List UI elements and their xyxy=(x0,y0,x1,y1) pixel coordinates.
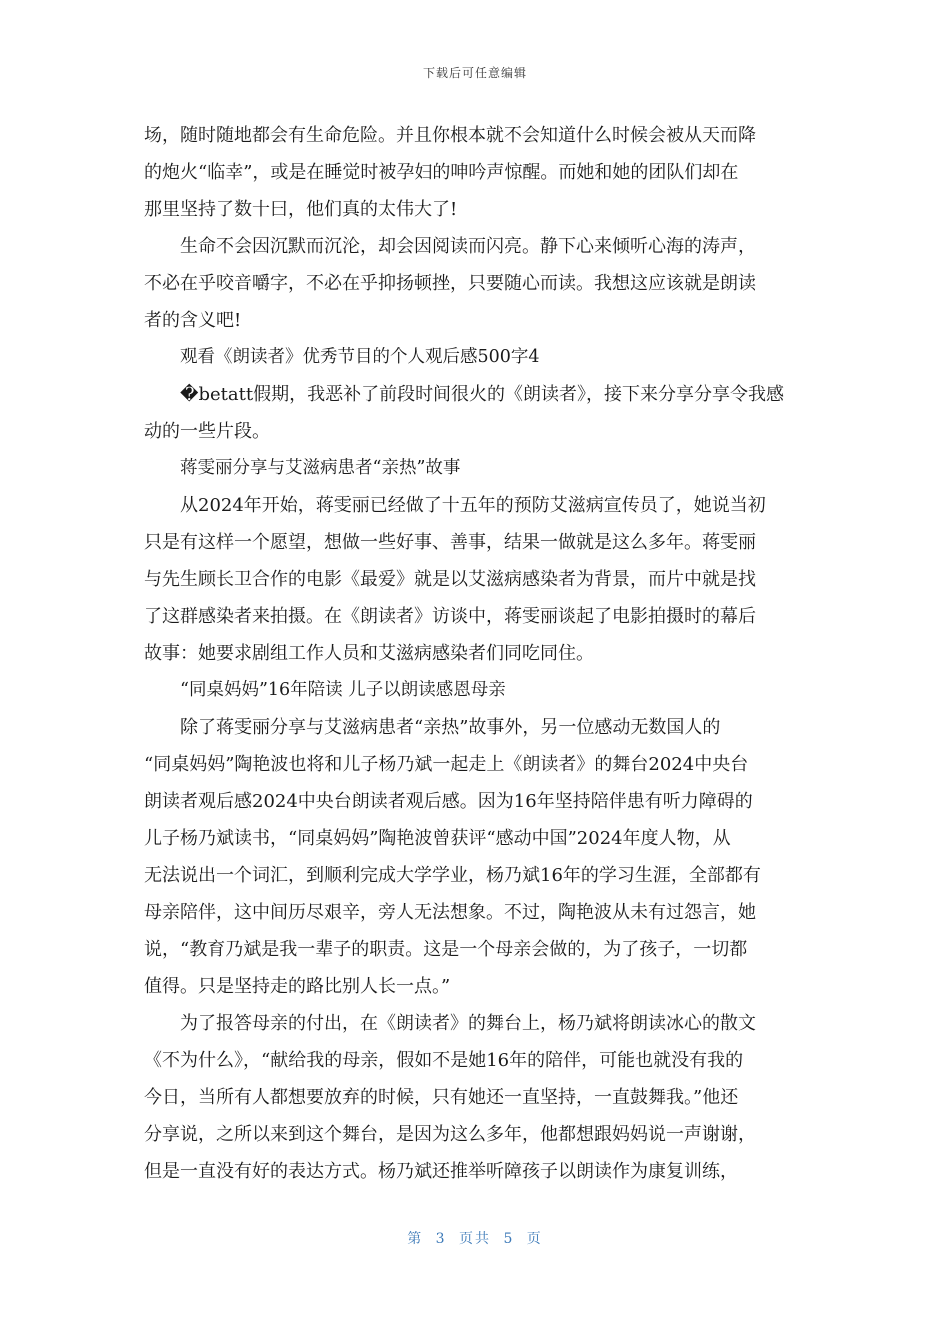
page-header-note: 下载后可任意编辑 xyxy=(422,66,527,80)
paragraph-line: “同桌妈妈”陶艳波也将和儿子杨乃斌一起走上《朗读者》的舞台2024中央台 xyxy=(144,754,749,775)
paragraph-line: 但是一直没有好的表达方式。杨乃斌还推举听障孩子以朗读作为康复训练， xyxy=(144,1161,738,1182)
paragraph-line: 只是有这样一个愿望，想做一些好事、善事，结果一做就是这么多年。蒋雯丽 xyxy=(144,532,756,553)
paragraph-line: 与先生顾长卫合作的电影《最爱》就是以艾滋病感染者为背景，而片中就是找 xyxy=(144,569,756,590)
paragraph-line: 除了蒋雯丽分享与艾滋病患者“亲热”故事外，另一位感动无数国人的 xyxy=(180,717,721,738)
paragraph-line: 从2024年开始，蒋雯丽已经做了十五年的预防艾滋病宣传员了，她说当初 xyxy=(180,495,766,516)
document-body xyxy=(144,117,808,1190)
paragraph-line: 儿子杨乃斌读书，“同桌妈妈”陶艳波曾获评“感动中国”2024年度人物，从 xyxy=(144,828,731,849)
paragraph-line: 那里坚持了数十曰，他们真的太伟大了! xyxy=(144,199,458,220)
paragraph-line: 说，“教育乃斌是我一辈子的职责。这是一个母亲会做的，为了孩子，一切都 xyxy=(144,939,748,960)
paragraph-line: 的炮火“临幸”，或是在睡觉时被孕妇的呻吟声惊醒。而她和她的团队们却在 xyxy=(144,162,739,183)
paragraph-line: 生命不会因沉默而沉沦，却会因阅读而闪亮。静下心来倾听心海的涛声， xyxy=(180,236,756,257)
paragraph-line: 动的一些片段。 xyxy=(144,421,270,442)
page-number-footer: 第 3 页共 5 页 xyxy=(407,1231,543,1247)
paragraph-line: 《不为什么》，“献给我的母亲，假如不是她16年的陪伴，可能也就没有我的 xyxy=(144,1050,744,1071)
paragraph-line: �betatt假期，我恶补了前段时间很火的《朗读者》，接下来分享分享令我感 xyxy=(180,384,785,405)
paragraph-line: 了这群感染者来拍摄。在《朗读者》访谈中，蒋雯丽谈起了电影拍摄时的幕后 xyxy=(144,606,756,627)
paragraph-line: 不必在乎咬音嚼字，不必在乎抑扬顿挫，只要随心而读。我想这应该就是朗读 xyxy=(144,273,756,294)
section-heading: 观看《朗读者》优秀节目的个人观后感500字4 xyxy=(180,347,540,367)
paragraph-line: 值得。只是坚持走的路比别人长一点。” xyxy=(144,976,451,997)
paragraph-line: 故事：她要求剧组工作人员和艾滋病感染者们同吃同住。 xyxy=(144,643,594,664)
paragraph-line: 今日，当所有人都想要放弃的时候，只有她还一直坚持，一直鼓舞我。”他还 xyxy=(144,1087,739,1108)
paragraph-line: 分享说，之所以来到这个舞台，是因为这么多年，他都想跟妈妈说一声谢谢， xyxy=(144,1124,756,1145)
paragraph-line: 无法说出一个词汇，到顺利完成大学学业，杨乃斌16年的学习生涯，全部都有 xyxy=(144,865,761,886)
paragraph-line: 母亲陪伴，这中间历尽艰辛，旁人无法想象。不过，陶艳波从未有过怨言，她 xyxy=(144,902,756,923)
section-heading: “同桌妈妈”16年陪读 儿子以朗读感恩母亲 xyxy=(180,680,506,700)
paragraph-line: 为了报答母亲的付出，在《朗读者》的舞台上，杨乃斌将朗读冰心的散文 xyxy=(180,1013,756,1034)
paragraph-line: 朗读者观后感2024中央台朗读者观后感。因为16年坚持陪伴患有听力障碍的 xyxy=(144,791,753,812)
paragraph-line: 场，随时随地都会有生命危险。并且你根本就不会知道什么时候会被从天而降 xyxy=(144,125,756,146)
section-heading: 蒋雯丽分享与艾滋病患者“亲热”故事 xyxy=(180,458,461,478)
paragraph-line: 者的含义吧! xyxy=(144,310,242,331)
